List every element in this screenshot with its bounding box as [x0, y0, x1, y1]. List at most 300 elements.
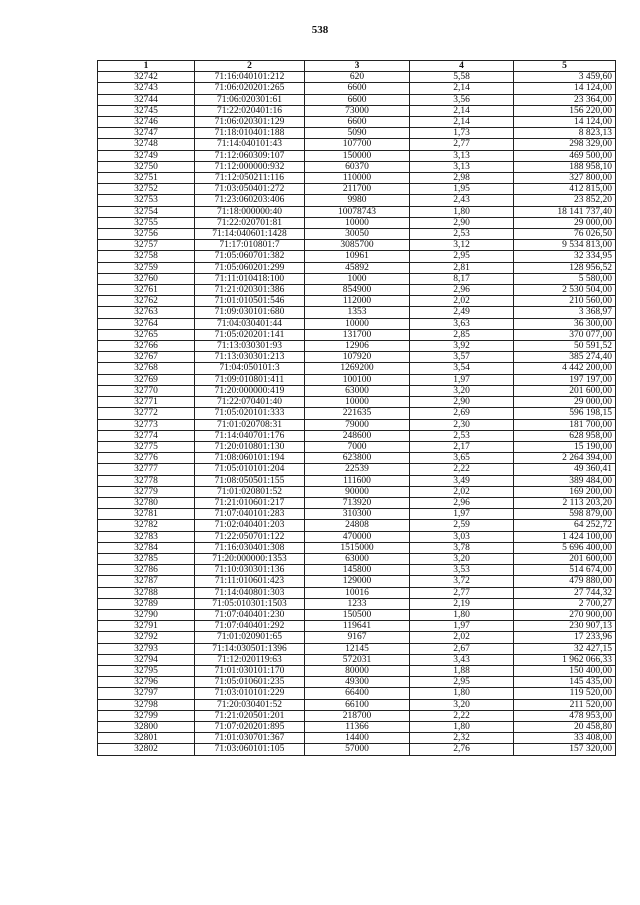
area-cell: 713920: [305, 497, 410, 508]
value-cell: 327 800,00: [514, 173, 616, 184]
area-cell: 10000: [305, 318, 410, 329]
row-number-cell: 32771: [98, 397, 195, 408]
cadastral-number-cell: 71:05:010101:204: [195, 464, 305, 475]
rate-cell: 3,49: [410, 475, 514, 486]
table-row: [98, 128, 616, 139]
area-cell: 49300: [305, 677, 410, 688]
cadastral-number-cell: 71:06:020201:265: [195, 83, 305, 94]
cadastral-number-cell: 71:01:020708:31: [195, 419, 305, 430]
area-cell: 854900: [305, 285, 410, 296]
row-number-cell: 32796: [98, 677, 195, 688]
cadastral-number-cell: 71:11:010601:423: [195, 576, 305, 587]
area-cell: 14400: [305, 733, 410, 744]
table-row: [98, 643, 616, 654]
table-row: [98, 733, 616, 744]
area-cell: 57000: [305, 744, 410, 755]
table-row: [98, 710, 616, 721]
rate-cell: 3,57: [410, 352, 514, 363]
row-number-cell: 32767: [98, 352, 195, 363]
value-cell: 150 400,00: [514, 665, 616, 676]
value-cell: 169 200,00: [514, 486, 616, 497]
cadastral-number-cell: 71:22:020401:16: [195, 105, 305, 116]
rate-cell: 3,20: [410, 553, 514, 564]
rate-cell: 1,97: [410, 509, 514, 520]
area-cell: 9167: [305, 632, 410, 643]
area-cell: 119641: [305, 621, 410, 632]
value-cell: 188 958,10: [514, 161, 616, 172]
cadastral-number-cell: 71:05:020201:141: [195, 329, 305, 340]
area-cell: 572031: [305, 654, 410, 665]
column-header-4: 4: [410, 61, 514, 72]
rate-cell: 3,78: [410, 542, 514, 553]
table-row: [98, 173, 616, 184]
row-number-cell: 32780: [98, 497, 195, 508]
table-row: [98, 576, 616, 587]
rate-cell: 1,88: [410, 665, 514, 676]
table-row: [98, 229, 616, 240]
row-number-cell: 32774: [98, 430, 195, 441]
table-row: [98, 721, 616, 732]
table-row: [98, 688, 616, 699]
row-number-cell: 32756: [98, 229, 195, 240]
table-row: [98, 139, 616, 150]
rate-cell: 2,98: [410, 173, 514, 184]
rate-cell: 2,14: [410, 105, 514, 116]
row-number-cell: 32772: [98, 408, 195, 419]
value-cell: 389 484,00: [514, 475, 616, 486]
table-row: [98, 744, 616, 755]
area-cell: 7000: [305, 441, 410, 452]
cadastral-number-cell: 71:09:010801:411: [195, 374, 305, 385]
row-number-cell: 32768: [98, 363, 195, 374]
row-number-cell: 32799: [98, 710, 195, 721]
value-cell: 210 560,00: [514, 296, 616, 307]
table-row: [98, 609, 616, 620]
rate-cell: 1,95: [410, 184, 514, 195]
cadastral-number-cell: 71:21:020501:201: [195, 710, 305, 721]
table-row: [98, 453, 616, 464]
cadastral-number-cell: 71:06:020301:61: [195, 94, 305, 105]
table-row: [98, 385, 616, 396]
cadastral-number-cell: 71:22:050701:122: [195, 531, 305, 542]
value-cell: 50 591,52: [514, 341, 616, 352]
area-cell: 470000: [305, 531, 410, 542]
table-row: [98, 419, 616, 430]
cadastral-number-cell: 71:20:030401:52: [195, 699, 305, 710]
area-cell: 100100: [305, 374, 410, 385]
cadastral-number-cell: 71:12:050211:116: [195, 173, 305, 184]
value-cell: 15 190,00: [514, 441, 616, 452]
value-cell: 5 696 400,00: [514, 542, 616, 553]
value-cell: 32 334,95: [514, 251, 616, 262]
rate-cell: 2,67: [410, 643, 514, 654]
cadastral-number-cell: 71:10:030301:136: [195, 565, 305, 576]
cadastral-number-cell: 71:14:040101:43: [195, 139, 305, 150]
area-cell: 211700: [305, 184, 410, 195]
table-row: [98, 531, 616, 542]
cadastral-number-cell: 71:20:000000:419: [195, 385, 305, 396]
rate-cell: 2,95: [410, 251, 514, 262]
rate-cell: 2,14: [410, 117, 514, 128]
row-number-cell: 32789: [98, 598, 195, 609]
row-number-cell: 32770: [98, 385, 195, 396]
value-cell: 2 700,27: [514, 598, 616, 609]
area-cell: 129000: [305, 576, 410, 587]
value-cell: 385 274,40: [514, 352, 616, 363]
row-number-cell: 32748: [98, 139, 195, 150]
cadastral-number-cell: 71:13:030301:93: [195, 341, 305, 352]
table-row: [98, 430, 616, 441]
table-row: [98, 553, 616, 564]
table-row: [98, 285, 616, 296]
row-number-cell: 32783: [98, 531, 195, 542]
rate-cell: 1,80: [410, 721, 514, 732]
cadastral-number-cell: 71:04:050101:3: [195, 363, 305, 374]
row-number-cell: 32746: [98, 117, 195, 128]
area-cell: 111600: [305, 475, 410, 486]
area-cell: 1000: [305, 273, 410, 284]
row-number-cell: 32782: [98, 520, 195, 531]
table-row: [98, 621, 616, 632]
value-cell: 49 360,41: [514, 464, 616, 475]
area-cell: 145800: [305, 565, 410, 576]
area-cell: 1515000: [305, 542, 410, 553]
rate-cell: 3,20: [410, 699, 514, 710]
row-number-cell: 32793: [98, 643, 195, 654]
cadastral-number-cell: 71:12:060309:107: [195, 150, 305, 161]
value-cell: 119 520,00: [514, 688, 616, 699]
rate-cell: 2,90: [410, 397, 514, 408]
row-number-cell: 32781: [98, 509, 195, 520]
row-number-cell: 32754: [98, 206, 195, 217]
area-cell: 5090: [305, 128, 410, 139]
cadastral-number-cell: 71:01:030101:170: [195, 665, 305, 676]
column-header-2: 2: [195, 61, 305, 72]
table-row: [98, 475, 616, 486]
area-cell: 1353: [305, 307, 410, 318]
area-cell: 90000: [305, 486, 410, 497]
cadastral-number-cell: 71:16:040101:212: [195, 72, 305, 83]
table-row: [98, 117, 616, 128]
table-row: [98, 262, 616, 273]
table-row: [98, 329, 616, 340]
area-cell: 45892: [305, 262, 410, 273]
area-cell: 107700: [305, 139, 410, 150]
cadastral-number-cell: 71:18:000000:40: [195, 206, 305, 217]
value-cell: 29 000,00: [514, 397, 616, 408]
table-row: [98, 94, 616, 105]
rate-cell: 3,53: [410, 565, 514, 576]
area-cell: 80000: [305, 665, 410, 676]
rate-cell: 2,95: [410, 677, 514, 688]
row-number-cell: 32801: [98, 733, 195, 744]
column-header-5: 5: [514, 61, 616, 72]
table-row: [98, 598, 616, 609]
rate-cell: 1,97: [410, 621, 514, 632]
area-cell: 10016: [305, 587, 410, 598]
rate-cell: 2,96: [410, 497, 514, 508]
value-cell: 514 674,00: [514, 565, 616, 576]
value-cell: 128 956,52: [514, 262, 616, 273]
area-cell: 10000: [305, 217, 410, 228]
rate-cell: 1,80: [410, 688, 514, 699]
cadastral-number-cell: 71:03:050401:272: [195, 184, 305, 195]
row-number-cell: 32776: [98, 453, 195, 464]
row-number-cell: 32744: [98, 94, 195, 105]
table-row: [98, 296, 616, 307]
area-cell: 11366: [305, 721, 410, 732]
table-row: [98, 105, 616, 116]
table-row: [98, 441, 616, 452]
value-cell: 3 459,60: [514, 72, 616, 83]
value-cell: 2 113 203,20: [514, 497, 616, 508]
table-row: [98, 587, 616, 598]
table-row: [98, 161, 616, 172]
area-cell: 221635: [305, 408, 410, 419]
area-cell: 248600: [305, 430, 410, 441]
row-number-cell: 32758: [98, 251, 195, 262]
table-body: [98, 72, 616, 755]
rate-cell: 2,02: [410, 486, 514, 497]
value-cell: 598 879,00: [514, 509, 616, 520]
rate-cell: 2,90: [410, 217, 514, 228]
table-row: [98, 72, 616, 83]
row-number-cell: 32745: [98, 105, 195, 116]
value-cell: 412 815,00: [514, 184, 616, 195]
table-row: [98, 509, 616, 520]
cadastral-number-cell: 71:09:030101:680: [195, 307, 305, 318]
table-row: [98, 150, 616, 161]
row-number-cell: 32751: [98, 173, 195, 184]
area-cell: 10961: [305, 251, 410, 262]
area-cell: 9980: [305, 195, 410, 206]
cadastral-number-cell: 71:01:020801:52: [195, 486, 305, 497]
value-cell: 33 408,00: [514, 733, 616, 744]
area-cell: 6600: [305, 117, 410, 128]
rate-cell: 2,02: [410, 632, 514, 643]
area-cell: 60370: [305, 161, 410, 172]
value-cell: 156 220,00: [514, 105, 616, 116]
cadastral-number-cell: 71:03:010101:229: [195, 688, 305, 699]
row-number-cell: 32791: [98, 621, 195, 632]
table-row: [98, 699, 616, 710]
value-cell: 145 435,00: [514, 677, 616, 688]
area-cell: 30050: [305, 229, 410, 240]
row-number-cell: 32764: [98, 318, 195, 329]
value-cell: 197 197,00: [514, 374, 616, 385]
page-number: 538: [311, 24, 329, 36]
area-cell: 22539: [305, 464, 410, 475]
row-number-cell: 32787: [98, 576, 195, 587]
value-cell: 211 520,00: [514, 699, 616, 710]
value-cell: 2 264 394,00: [514, 453, 616, 464]
rate-cell: 3,54: [410, 363, 514, 374]
area-cell: 107920: [305, 352, 410, 363]
rate-cell: 2,76: [410, 744, 514, 755]
table-row: [98, 565, 616, 576]
row-number-cell: 32802: [98, 744, 195, 755]
rate-cell: 2,43: [410, 195, 514, 206]
rate-cell: 2,14: [410, 83, 514, 94]
area-cell: 12906: [305, 341, 410, 352]
area-cell: 3085700: [305, 240, 410, 251]
row-number-cell: 32747: [98, 128, 195, 139]
row-number-cell: 32778: [98, 475, 195, 486]
cadastral-number-cell: 71:14:040701:176: [195, 430, 305, 441]
rate-cell: 2,59: [410, 520, 514, 531]
cadastral-number-cell: 71:03:060101:105: [195, 744, 305, 755]
rate-cell: 2,77: [410, 139, 514, 150]
cadastral-number-cell: 71:14:040801:303: [195, 587, 305, 598]
table-row: [98, 397, 616, 408]
rate-cell: 5,58: [410, 72, 514, 83]
row-number-cell: 32743: [98, 83, 195, 94]
rate-cell: 3,65: [410, 453, 514, 464]
value-cell: 298 329,00: [514, 139, 616, 150]
rate-cell: 3,63: [410, 318, 514, 329]
cadastral-number-cell: 71:07:040401:230: [195, 609, 305, 620]
table-row: [98, 251, 616, 262]
cadastral-number-cell: 71:04:030401:44: [195, 318, 305, 329]
table-row: [98, 184, 616, 195]
row-number-cell: 32750: [98, 161, 195, 172]
column-header-3: 3: [305, 61, 410, 72]
value-cell: 230 907,13: [514, 621, 616, 632]
table-row: [98, 408, 616, 419]
rate-cell: 2,77: [410, 587, 514, 598]
value-cell: 181 700,00: [514, 419, 616, 430]
value-cell: 32 427,15: [514, 643, 616, 654]
rate-cell: 2,81: [410, 262, 514, 273]
row-number-cell: 32784: [98, 542, 195, 553]
value-cell: 9 534 813,00: [514, 240, 616, 251]
rate-cell: 3,56: [410, 94, 514, 105]
value-cell: 201 600,00: [514, 385, 616, 396]
row-number-cell: 32775: [98, 441, 195, 452]
area-cell: 310300: [305, 509, 410, 520]
row-number-cell: 32763: [98, 307, 195, 318]
value-cell: 64 252,72: [514, 520, 616, 531]
area-cell: 24808: [305, 520, 410, 531]
row-number-cell: 32790: [98, 609, 195, 620]
row-number-cell: 32757: [98, 240, 195, 251]
table-header-row: [98, 61, 616, 72]
rate-cell: 2,53: [410, 229, 514, 240]
area-cell: 623800: [305, 453, 410, 464]
row-number-cell: 32749: [98, 150, 195, 161]
table-row: [98, 318, 616, 329]
rate-cell: 3,20: [410, 385, 514, 396]
area-cell: 10078743: [305, 206, 410, 217]
cadastral-number-cell: 71:06:020301:129: [195, 117, 305, 128]
rate-cell: 2,49: [410, 307, 514, 318]
rate-cell: 1,97: [410, 374, 514, 385]
table-row: [98, 352, 616, 363]
cadastral-number-cell: 71:07:040401:292: [195, 621, 305, 632]
value-cell: 8 823,13: [514, 128, 616, 139]
cadastral-number-cell: 71:12:000000:932: [195, 161, 305, 172]
row-number-cell: 32794: [98, 654, 195, 665]
area-cell: 66100: [305, 699, 410, 710]
value-cell: 5 580,00: [514, 273, 616, 284]
row-number-cell: 32773: [98, 419, 195, 430]
table-row: [98, 665, 616, 676]
table-row: [98, 195, 616, 206]
area-cell: 1233: [305, 598, 410, 609]
area-cell: 1269200: [305, 363, 410, 374]
cadastral-number-cell: 71:05:020101:333: [195, 408, 305, 419]
row-number-cell: 32779: [98, 486, 195, 497]
rate-cell: 2,22: [410, 710, 514, 721]
row-number-cell: 32800: [98, 721, 195, 732]
row-number-cell: 32752: [98, 184, 195, 195]
table-row: [98, 497, 616, 508]
table-row: [98, 341, 616, 352]
value-cell: 23 852,20: [514, 195, 616, 206]
area-cell: 110000: [305, 173, 410, 184]
cadastral-number-cell: 71:08:060101:194: [195, 453, 305, 464]
value-cell: 27 744,32: [514, 587, 616, 598]
row-number-cell: 32786: [98, 565, 195, 576]
rate-cell: 1,73: [410, 128, 514, 139]
row-number-cell: 32762: [98, 296, 195, 307]
area-cell: 6600: [305, 83, 410, 94]
value-cell: 1 424 100,00: [514, 531, 616, 542]
value-cell: 20 458,80: [514, 721, 616, 732]
rate-cell: 1,80: [410, 206, 514, 217]
cadastral-number-cell: 71:02:040401:203: [195, 520, 305, 531]
cadastral-number-cell: 71:22:020701:81: [195, 217, 305, 228]
area-cell: 620: [305, 72, 410, 83]
value-cell: 2 530 504,00: [514, 285, 616, 296]
area-cell: 131700: [305, 329, 410, 340]
rate-cell: 3,13: [410, 161, 514, 172]
value-cell: 29 000,00: [514, 217, 616, 228]
value-cell: 36 300,00: [514, 318, 616, 329]
table-row: [98, 654, 616, 665]
row-number-cell: 32795: [98, 665, 195, 676]
rate-cell: 2,30: [410, 419, 514, 430]
area-cell: 73000: [305, 105, 410, 116]
table-row: [98, 520, 616, 531]
cadastral-number-cell: 71:05:060201:299: [195, 262, 305, 273]
value-cell: 14 124,00: [514, 117, 616, 128]
cadastral-number-cell: 71:05:010601:235: [195, 677, 305, 688]
row-number-cell: 32761: [98, 285, 195, 296]
rate-cell: 3,92: [410, 341, 514, 352]
rate-cell: 2,17: [410, 441, 514, 452]
value-cell: 1 962 066,33: [514, 654, 616, 665]
table-row: [98, 677, 616, 688]
cadastral-number-cell: 71:01:030701:367: [195, 733, 305, 744]
cadastral-number-cell: 71:11:010418:100: [195, 273, 305, 284]
value-cell: 370 077,00: [514, 329, 616, 340]
row-number-cell: 32792: [98, 632, 195, 643]
cadastral-number-cell: 71:13:030301:213: [195, 352, 305, 363]
rate-cell: 3,43: [410, 654, 514, 665]
value-cell: 628 958,00: [514, 430, 616, 441]
cadastral-number-cell: 71:14:040601:1428: [195, 229, 305, 240]
cadastral-number-cell: 71:23:060203:406: [195, 195, 305, 206]
area-cell: 112000: [305, 296, 410, 307]
rate-cell: 2,85: [410, 329, 514, 340]
row-number-cell: 32777: [98, 464, 195, 475]
cadastral-number-cell: 71:16:030401:308: [195, 542, 305, 553]
cadastral-number-cell: 71:01:020901:65: [195, 632, 305, 643]
table-row: [98, 206, 616, 217]
table-header: [98, 61, 616, 72]
table-row: [98, 632, 616, 643]
